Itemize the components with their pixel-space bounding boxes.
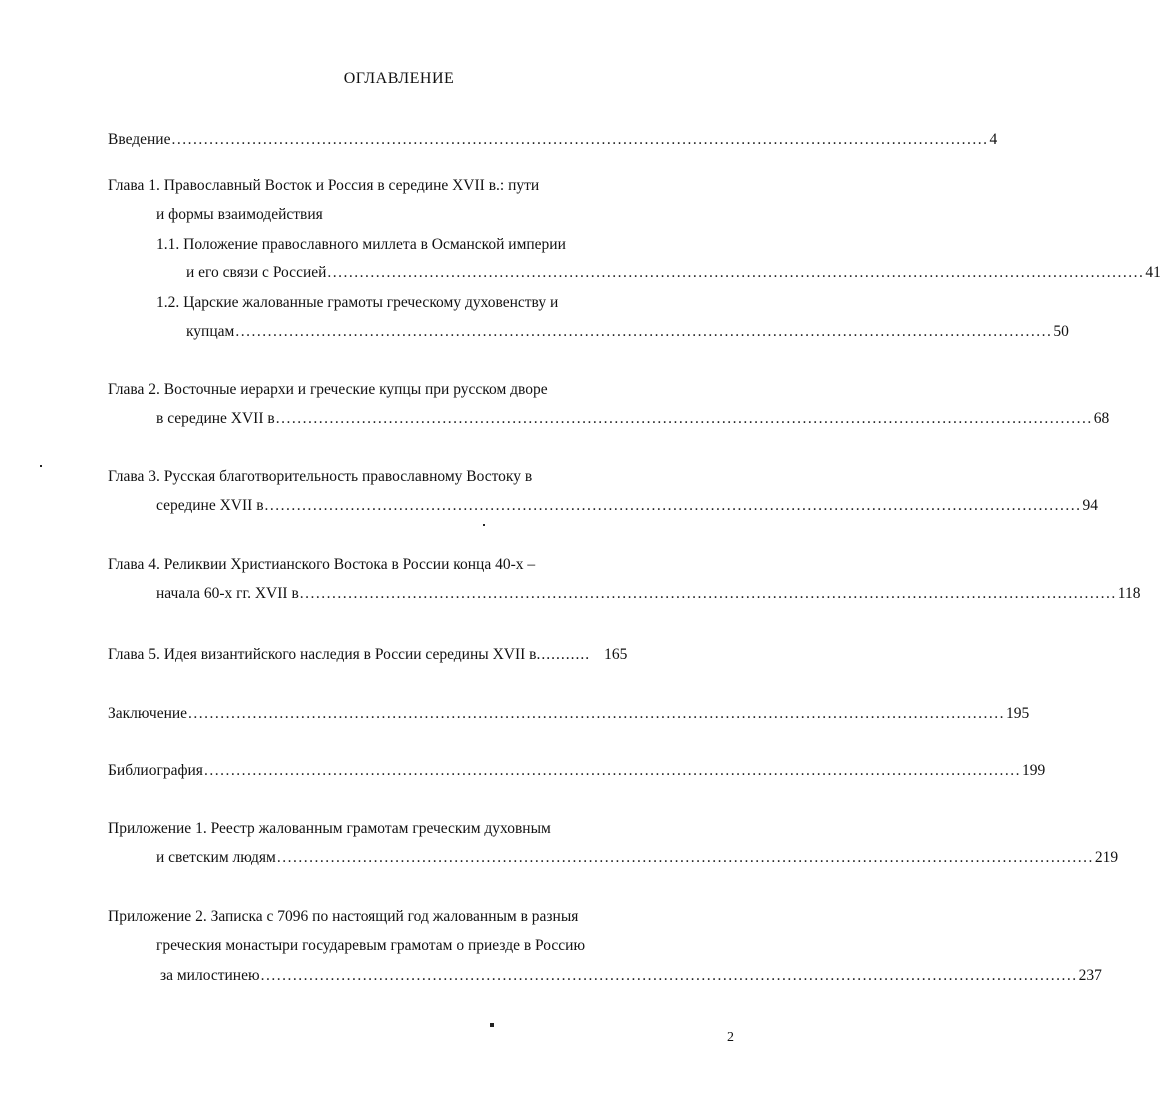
toc-chapter-4-line-1: Глава 4. Реликвии Христианского Востока в России конца 40-х – — [108, 556, 536, 573]
toc-entry-text: Введение — [108, 131, 171, 148]
toc-section-1-1-line-1: 1.1. Положение православного миллета в Османской империи — [156, 236, 566, 253]
toc-chapter-2-line-1: Глава 2. Восточные иерархи и греческие купцы при русском дворе — [108, 381, 548, 398]
leader-dots: ........................................................................................................................................................ — [171, 131, 989, 148]
toc-page-number: 41 — [1145, 264, 1161, 281]
leader-dots: ........... — [536, 646, 591, 663]
toc-entry-text: Библиография — [108, 762, 203, 779]
toc-entry-text: и светским людям — [156, 849, 276, 866]
scan-speck — [490, 1023, 494, 1027]
toc-page-number: 219 — [1094, 849, 1119, 866]
leader-dots: ........................................................................................................................................................ — [188, 705, 1006, 722]
toc-page-number: 50 — [1053, 323, 1069, 340]
toc-entry-text: купцам — [186, 323, 235, 340]
toc-page-number: 195 — [1006, 705, 1030, 722]
toc-appendix-1-line-2 — [156, 848, 1119, 868]
leader-dots: ........................................................................................................................................................ — [299, 585, 1117, 602]
page-number: 2 — [727, 1030, 734, 1045]
toc-page-number: 118 — [1117, 585, 1141, 602]
toc-page-number: 165 — [604, 646, 628, 663]
toc-section-1-2-line-1: 1.2. Царские жалованные грамоты греческому духовенству и — [156, 294, 559, 311]
toc-entry-text: и его связи с Россией — [186, 264, 327, 281]
leader-dots: ........................................................................................................................................................ — [260, 967, 1078, 984]
toc-entry-text: начала 60-х гг. XVII в — [156, 585, 299, 602]
toc-chapter-1-line-2: и формы взаимодействия — [156, 206, 323, 223]
toc-section-1-2-line-2 — [186, 322, 1069, 342]
toc-entry-text: в середине XVII в — [156, 410, 275, 427]
toc-appendix-2-line-2: греческия монастыри государевым грамотам о приезде в Россию — [156, 937, 586, 954]
toc-entry-intro — [108, 130, 998, 150]
leader-dots: ........................................................................................................................................................ — [276, 849, 1094, 866]
toc-entry-text: середине XVII в — [156, 497, 264, 514]
leader-dots: ........................................................................................................................................................ — [264, 497, 1082, 514]
toc-appendix-2-line-1: Приложение 2. Записка с 7096 по настоящий год жалованным в разныя — [108, 908, 579, 925]
toc-chapter-5 — [108, 645, 627, 665]
toc-page-number: 94 — [1082, 497, 1099, 514]
toc-page-number: 68 — [1093, 410, 1110, 427]
toc-page-number: 237 — [1078, 967, 1102, 984]
toc-appendix-2-line-3 — [160, 966, 1102, 986]
toc-chapter-3-line-2 — [156, 496, 1099, 516]
toc-chapter-1-line-1: Глава 1. Православный Восток и Россия в середине XVII в.: пути — [108, 177, 540, 194]
toc-page-number: 4 — [989, 131, 998, 148]
scan-speck — [483, 524, 485, 526]
leader-dots: ........................................................................................................................................................ — [275, 410, 1093, 427]
toc-appendix-1-line-1: Приложение 1. Реестр жалованным грамотам греческим духовным — [108, 820, 551, 837]
toc-entry-bibliography — [108, 761, 1046, 781]
leader-dots: ........................................................................................................................................................ — [235, 323, 1053, 340]
toc-entry-conclusion — [108, 704, 1030, 724]
toc-chapter-2-line-2 — [156, 409, 1110, 429]
toc-page-number: 199 — [1021, 762, 1046, 779]
toc-entry-text: за милостинею — [160, 967, 260, 984]
leader-dots: ........................................................................................................................................................ — [203, 762, 1021, 779]
toc-chapter-4-line-2 — [156, 584, 1141, 604]
toc-entry-text: Заключение — [108, 705, 188, 722]
toc-entry-text: Глава 5. Идея византийского наследия в России середины XVII в — [108, 646, 537, 663]
page-title: ОГЛАВЛЕНИЕ — [343, 70, 455, 87]
toc-chapter-3-line-1: Глава 3. Русская благотворительность православному Востоку в — [108, 468, 533, 485]
toc-section-1-1-line-2 — [186, 263, 1161, 283]
leader-dots: ........................................................................................................................................................ — [327, 264, 1145, 281]
scan-speck — [40, 465, 42, 467]
